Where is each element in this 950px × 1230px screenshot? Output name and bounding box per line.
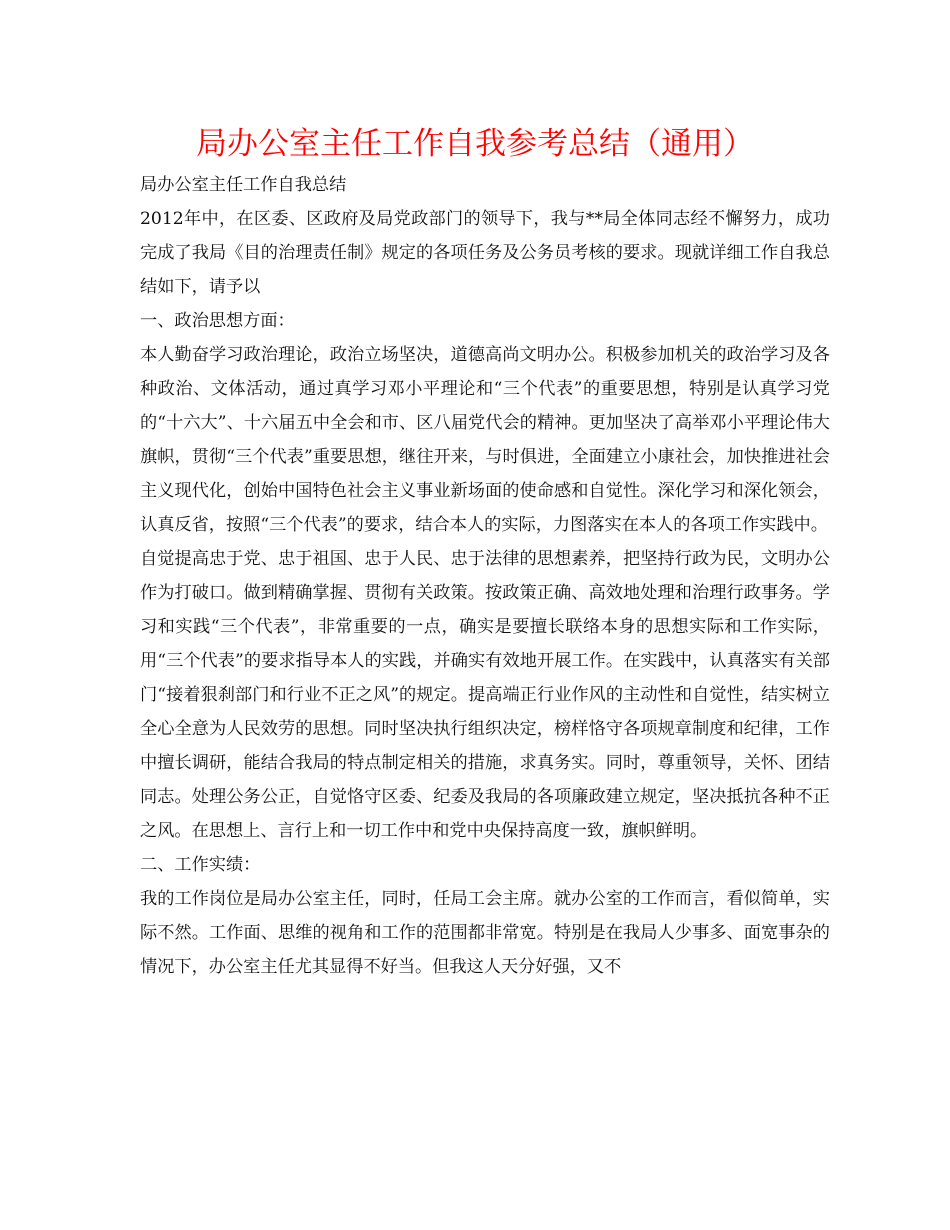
paragraph-political-study: 本人勤奋学习政治理论，政治立场坚决，道德高尚文明办公。积极参加机关的政治学习及各种政治、文体活动，通过真学习邓小平理论和“三个代表”的重要思想，特别是认真学习党的“十六大”、十六届五中全会和市、区八届党代会的精神。更加坚决了高举邓小平理论伟大旗帜，贯彻“三个代表”重要思想，继往开来，与时俱进，全面建立小康社会，加快推进社会主义现代化，创始中国特色社会主义事业新场面的使命感和自觉性。深化学习和深化领会，认真反省，按照“三个代表”的要求，结合本人的实际，力图落实在本人的各项工作实践中。: [140, 345, 830, 535]
section-heading-achievements: 二、工作实绩：: [140, 855, 261, 875]
paragraph-intro: 2012年中，在区委、区政府及局党政部门的领导下，我与**局全体同志经不懈努力，成功完成了我局《目的治理责任制》规定的各项任务及公务员考核的要求。现就详细工作自我总结如下，请予以: [140, 209, 830, 297]
paragraph-political-practice: 自觉提高忠于党、忠于祖国、忠于人民、忠于法律的思想素养，把坚持行政为民，文明办公作为打破口。做到精确掌握、贯彻有关政策。按政策正确、高效地处理和治理行政事务。学习和实践“三个代表”，非常重要的一点，确实是要擅长联络本身的思想实际和工作实际，用“三个代表”的要求指导本人的实践，并确实有效地开展工作。在实践中，认真落实有关部门“接着狠刹部门和行业不正之风”的规定。提高端正行业作风的主动性和自觉性，结实树立全心全意为人民效劳的思想。同时坚决执行组织决定，榜样恪守各项规章制度和纪律，工作中擅长调研，能结合我局的特点制定相关的措施，求真务实。同时，尊重领导，关怀、团结同志。处理公务公正，自觉恪守区委、纪委及我局的各项廉政建立规定，坚决抵抗各种不正之风。在思想上、言行上和一切工作中和党中央保持高度一致，旗帜鲜明。: [140, 549, 830, 841]
document-body: [140, 168, 830, 984]
section-heading-political: 一、政治思想方面：: [140, 311, 295, 331]
paragraph-achievements: 我的工作岗位是局办公室主任，同时，任局工会主席。就办公室的工作而言，看似简单，实际不然。工作面、思维的视角和工作的范围都非常宽。特别是在我局人少事多、面宽事杂的情况下，办公室主任尤其显得不好当。但我这人天分好强，又不: [140, 889, 830, 977]
document-title: 局办公室主任工作自我参考总结（通用）: [196, 126, 754, 162]
paragraph-subtitle: 局办公室主任工作自我总结: [140, 175, 347, 195]
